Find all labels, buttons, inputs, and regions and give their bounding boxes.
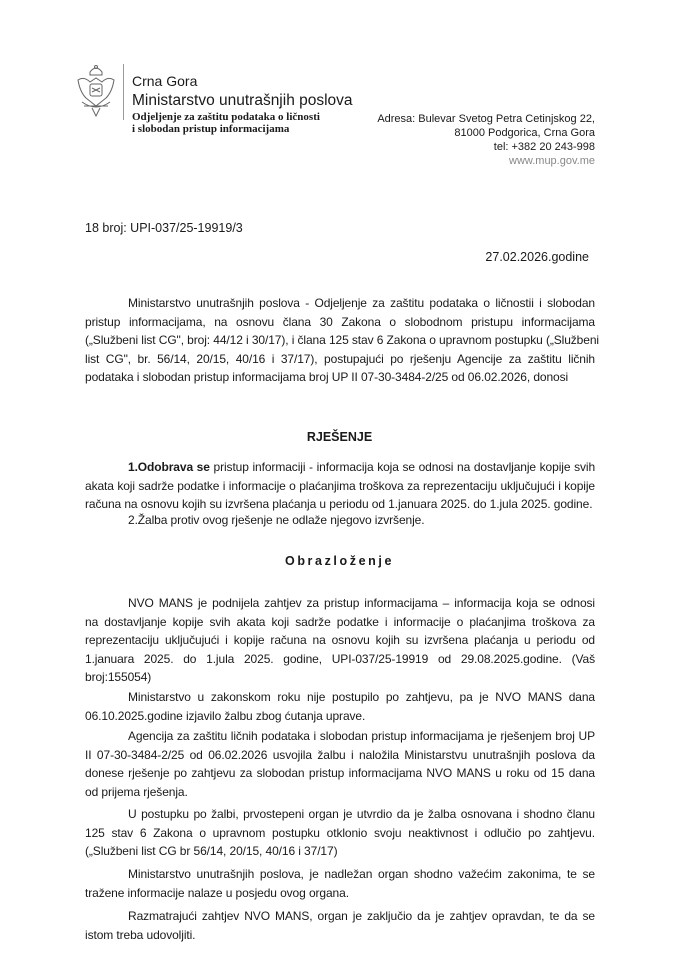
item1-line-text: pristup informaciji - informacija koja se odnosi na dostavljanje kopije svih [209, 460, 596, 474]
paragraph-line: istom treba udovoljiti. [85, 927, 196, 942]
paragraph-line: („Službeni list CG br 56/14, 20/15, 40/16 i 37/17) [85, 844, 338, 859]
reasoning-paragraph-2 [85, 688, 595, 725]
paragraph-line: broj:155054) [85, 670, 152, 685]
paragraph-line: Ministarstvo u zakonskom roku nije postupilo po zahtjevu, pa je NVO MANS dana [128, 690, 595, 704]
paragraph-line: 06.10.2025.godine izjavilo žalbu zbog ćutanja uprave. [85, 708, 366, 723]
decision-item-2 [85, 511, 595, 530]
paragraph-line: Agencija za zaštitu ličnih podataka i slobodan pristup informacijama je rješenjem broj UP [128, 729, 595, 743]
paragraph-line: NVO MANS je podnijela zahtjev za pristup informacijama – informacija koja se odnosi [128, 596, 595, 610]
paragraph-line: list CG", br. 56/14, 20/15, 40/16 i 37/17), postupajući po rješenju Agencije za zaštitu ličnih [85, 351, 595, 366]
paragraph-line: U postupku po žalbi, prvostepeni organ je utvrdio da je žalba osnovana i shodno članu [128, 807, 595, 821]
paragraph-line: od prijema rješenja. [85, 784, 188, 799]
paragraph-line: podataka i slobodan pristup informacijama broj UP II 07-30-3484-2/25 od 06.02.2026, donosi [85, 370, 569, 385]
coat-of-arms-logo [74, 62, 118, 120]
reasoning-paragraph-6 [85, 907, 595, 944]
paragraph-line: 125 stav 6 Zakona o upravnom postupku otklonio svoju neaktivnost i odlučio po zahtjevu. [85, 825, 595, 840]
paragraph-line: donese rješenje po zahtjevu za slobodan pristup informacijama NVO MANS u roku od 15 dana [85, 766, 595, 781]
paragraph-line: reprezentaciju uključujući i kopije računa na osnovu kojih su izvršena plaćanja u periodu od [85, 633, 595, 648]
address-line-2: 81000 Podgorica, Crna Gora [454, 127, 595, 139]
address-line-1: Adresa: Bulevar Svetog Petra Cetinjskog 22, [377, 113, 595, 125]
paragraph-line: tražene informacije nalaze u posjedu ovog organa. [85, 885, 349, 900]
paragraph-line: II 07-30-3484-2/25 od 06.02.2026 usvojila žalbu i naložila Ministarstvu unutrašnjih poslova da [85, 747, 595, 762]
decision-heading: RJEŠENJE [306, 430, 373, 444]
paragraph-line: 2.Žalba protiv ovog rješenje ne odlaže njegovo izvršenje. [128, 513, 425, 527]
department-line-1: Odjeljenje za zaštitu podataka o ličnosti [132, 111, 320, 123]
paragraph-line [85, 458, 595, 477]
reasoning-paragraph-5 [85, 865, 595, 902]
website-link[interactable]: www.mup.gov.me [509, 155, 595, 167]
reasoning-heading: Obrazloženje [285, 554, 394, 568]
document-date: 27.02.2026.godine [485, 250, 589, 264]
paragraph-line: Razmatrajući zahtjev NVO MANS, organ je zaključio da je zahtjev opravdan, te da se [128, 909, 595, 923]
paragraph-line: („Službeni list CG", broj: 44/12 i 30/17), i člana 125 stav 6 Zakona o upravnom postupku („Službeni [85, 333, 599, 348]
letterhead-divider [123, 64, 124, 120]
decision-item-1 [85, 458, 595, 514]
ministry-name: Ministarstvo unutrašnjih poslova [132, 92, 353, 109]
paragraph-line: akata koji sadrže podatke i informacije o plaćanjima troškova za reprezentaciju uključujući i kopije [85, 478, 595, 493]
intro-paragraph [85, 294, 599, 387]
reasoning-paragraph-3 [85, 727, 595, 801]
reasoning-paragraph-1 [85, 594, 595, 687]
reference-number: 18 broj: UPI-037/25-19919/3 [85, 221, 243, 235]
paragraph-line: računa na osnovu kojih su izvršena plaćanja u periodu od 1.januara 2025. do 1.jula 2025. godine. [85, 497, 593, 512]
paragraph-line: na dostavljanje kopije svih akata koji sadrže podatke i informacije o plaćanjima troškova za [85, 614, 595, 629]
country-name: Crna Gora [132, 73, 198, 89]
paragraph-line: 1.januara 2025. do 1.jula 2025. godine, UPI-037/25-19919 od 29.08.2025.godine. (Vaš [85, 651, 595, 666]
paragraph-line: pristup informacijama, na osnovu člana 30 Zakona o slobodnom pristupu informacijama [85, 314, 595, 329]
paragraph-line: Ministarstvo unutrašnjih poslova - Odjeljenje za zaštitu podataka o ličnostii i slobodan [128, 296, 595, 310]
paragraph-line: Ministarstvo unutrašnjih poslova, je nadležan organ shodno važećim zakonima, te se [128, 867, 595, 881]
reasoning-paragraph-4 [85, 805, 595, 861]
department-line-2: i slobodan pristup informacijama [132, 123, 290, 135]
item1-bold: 1.Odobrava se [128, 460, 210, 474]
phone: tel: +382 20 243-998 [493, 141, 595, 153]
